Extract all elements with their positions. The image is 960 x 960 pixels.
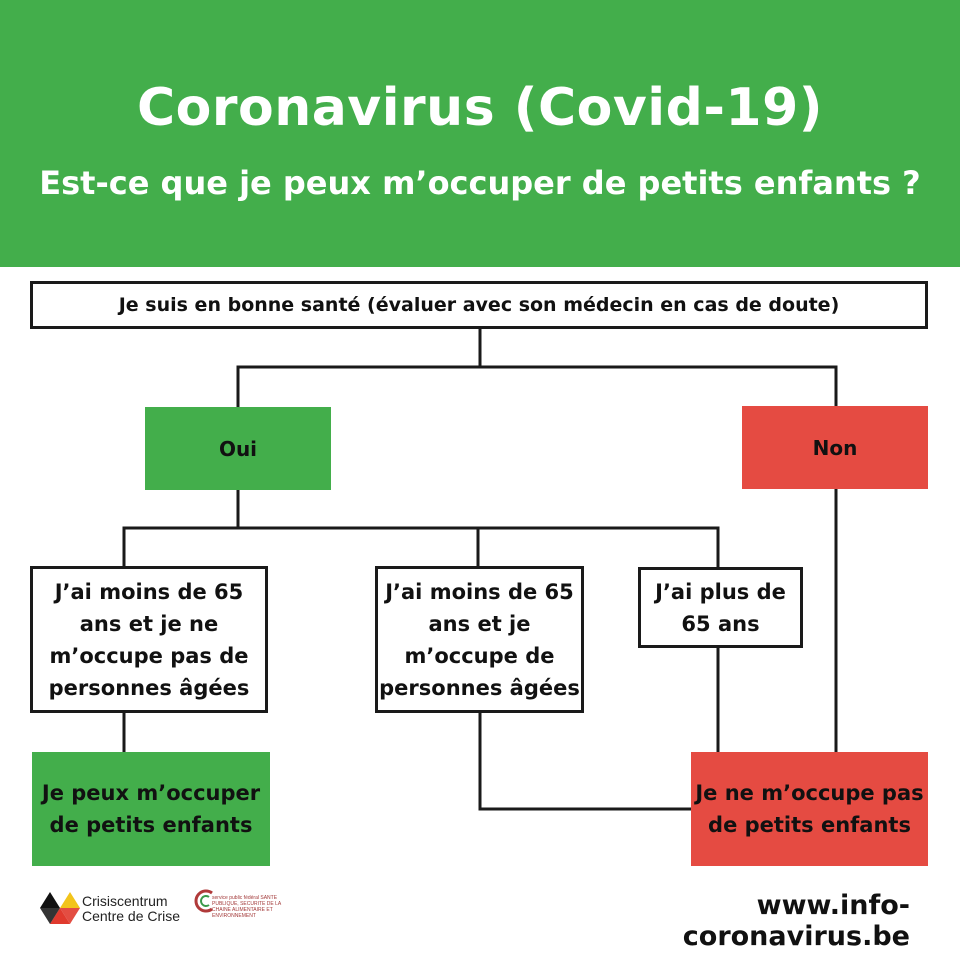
answer-yes: Oui: [145, 407, 331, 490]
outcome-allowed: Je peux m’occuper de petits enfants: [32, 752, 270, 866]
case-under-65-no-elderly: J’ai moins de 65 ans et je ne m’occupe pas de personnes âgées: [30, 566, 268, 713]
spf-health-logo-text: service public fédéral SANTE PUBLIQUE, SECURITE DE LA CHAINE ALIMENTAIRE ET ENVIRONNEMENT: [212, 895, 281, 919]
connector-case2-out: [480, 713, 691, 809]
answer-no: Non: [742, 406, 928, 489]
case-over-65: J’ai plus de 65 ans: [638, 567, 803, 648]
outcome-not-allowed: Je ne m’occupe pas de petits enfants: [691, 752, 928, 866]
case-under-65-with-elderly: J’ai moins de 65 ans et je m’occupe de personnes âgées: [375, 566, 584, 713]
root-question: Je suis en bonne santé (évaluer avec son médecin en cas de doute): [30, 281, 928, 329]
crisis-center-name-fr: Centre de Crise: [82, 908, 181, 924]
page-title: Coronavirus (Covid-19): [136, 78, 824, 138]
website-link[interactable]: www.info-coronavirus.be: [682, 890, 910, 952]
crisis-center-name-nl: Crisiscentrum: [82, 893, 168, 909]
page-subtitle: Est-ce que je peux m’occuper de petits enfants ?: [39, 164, 921, 202]
crisis-center-logo-text: [82, 894, 180, 924]
